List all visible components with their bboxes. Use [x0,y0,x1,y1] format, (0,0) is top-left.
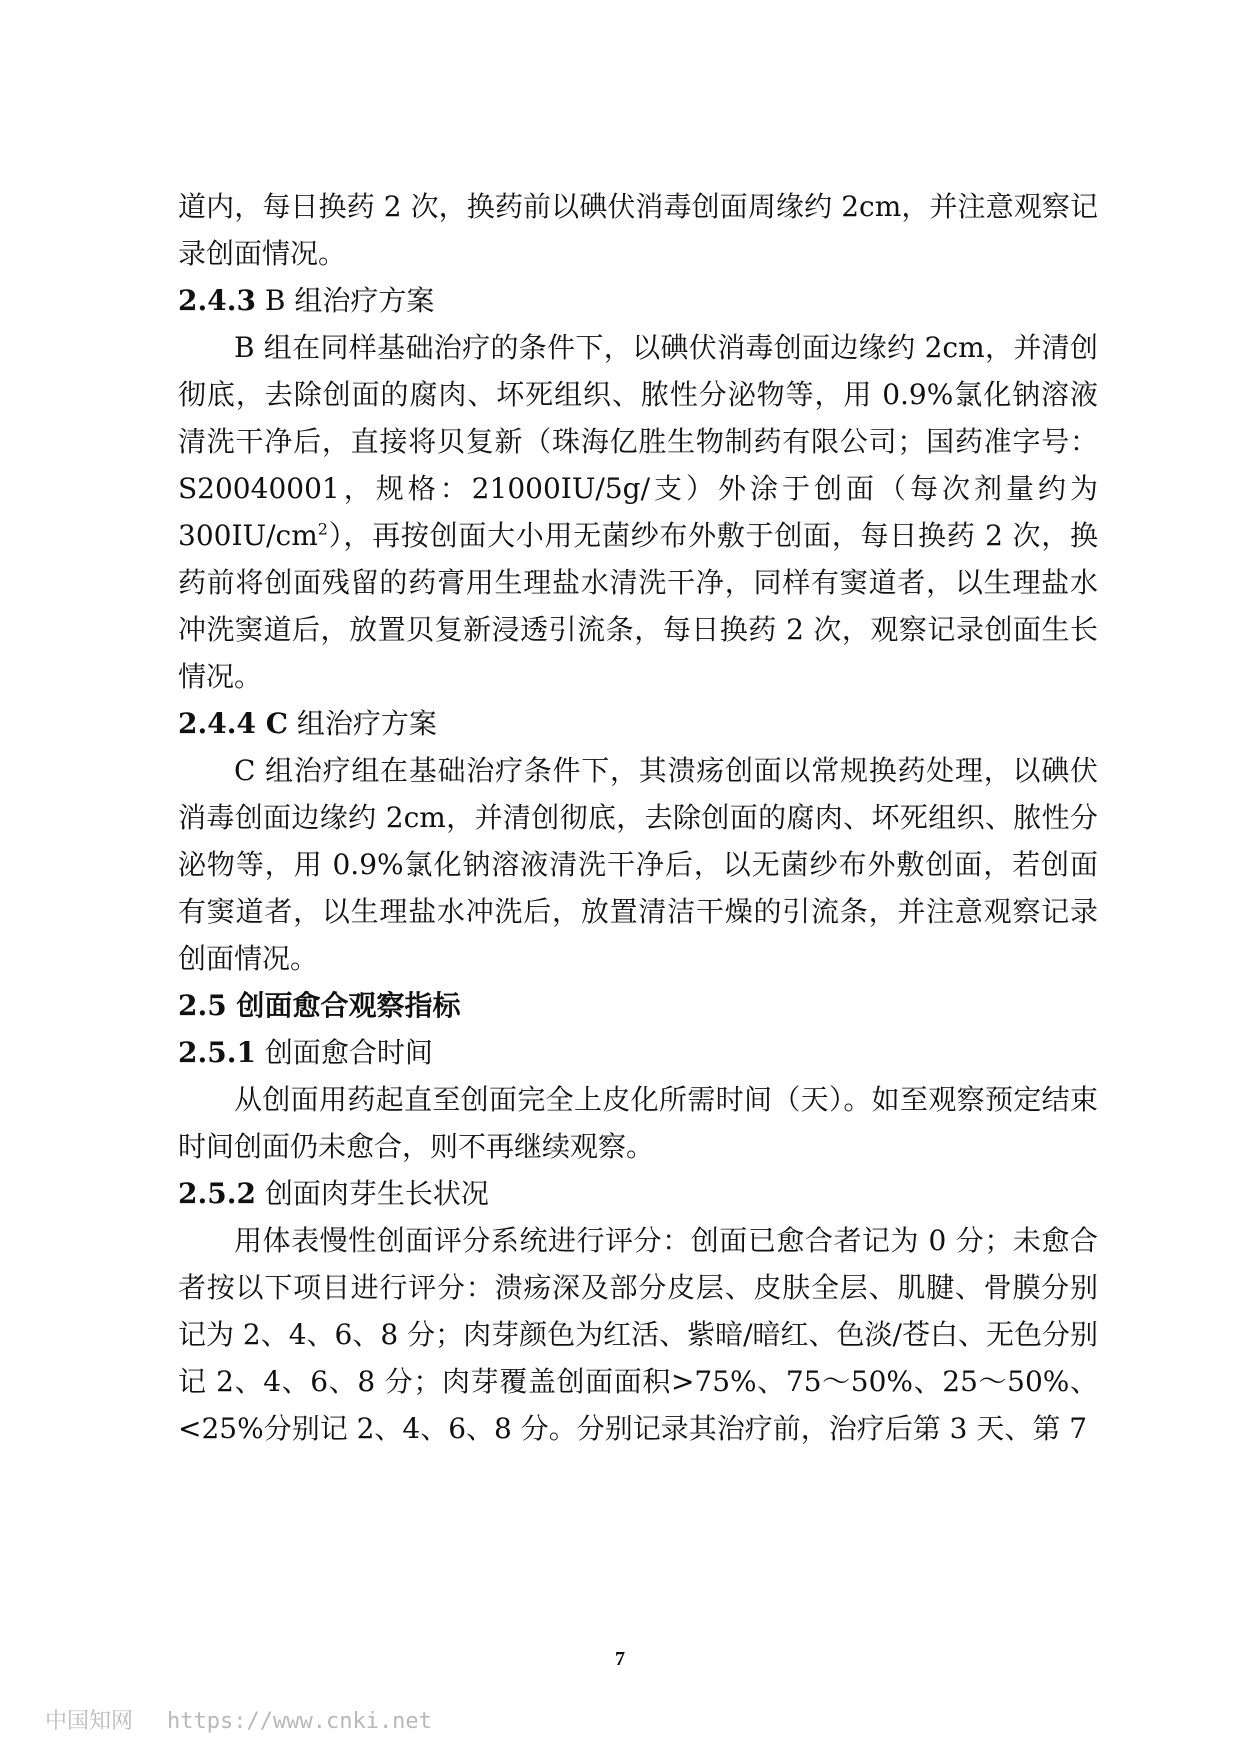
paragraph-text: B 组在同样基础治疗的条件下，以碘伏消毒创面边缘约 2cm，并清创彻底，去除创面的腐肉、坏死组织、脓性分泌物等，用 0.9%氯化钠溶液清洗干净后，直接将贝复新（珠海亿胜生物制药有限公司；国药准字号：S20040001，规格：21000IU/5g/支）外涂于创面（每次剂量约为 300IU/cm [178,331,1098,552]
section-heading-2-5-1 [178,1029,1098,1076]
section-title: B 组治疗方案 [255,284,435,317]
paragraph-group-c: C 组治疗组在基础治疗条件下，其溃疡创面以常规换药处理，以碘伏消毒创面边缘约 2cm，并清创彻底，去除创面的腐肉、坏死组织、脓性分泌物等，用 0.9%氯化钠溶液清洗干净后，以无菌纱布外敷创面，若创面有窦道者，以生理盐水冲洗后，放置清洁干燥的引流条，并注意观察记录创面情况。 [178,754,1098,975]
section-number: 2.5.2 [178,1177,256,1210]
section-heading-2-5: 2.5 创面愈合观察指标 [178,989,461,1022]
watermark [45,1704,432,1735]
section-number: 2.4.4 C [178,707,288,740]
section-heading-2-4-3 [178,277,1098,324]
section-number: 2.5.1 [178,1036,256,1069]
section-heading-2-5-2 [178,1170,1098,1217]
paragraph-text-tail: ），再按创面大小用无菌纱布外敷于创面，每日换药 2 次，换药前将创面残留的药膏用生理盐水清洗干净，同样有窦道者，以生理盐水冲洗窦道后，放置贝复新浸透引流条，每日换药 2 次，观察记录创面生长情况。 [178,519,1098,693]
page-number: 7 [615,1648,625,1670]
body-text [178,183,1098,1452]
section-title: 创面愈合时间 [255,1036,433,1069]
section-heading-2-4-4 [178,700,1098,747]
section-title: 组治疗方案 [287,707,437,740]
superscript: 2 [317,519,328,539]
watermark-url[interactable]: https://www.cnki.net [167,1709,432,1734]
paragraph-group-b [178,324,1098,700]
paragraph-scoring: 用体表慢性创面评分系统进行评分：创面已愈合者记为 0 分；未愈合者按以下项目进行评分：溃疡深及部分皮层、皮肤全层、肌腱、骨膜分别记为 2、4、6、8 分；肉芽颜色为红活、紫暗/暗红、色淡/苍白、无色分别记 2、4、6、8 分；肉芽覆盖创面面积>75%、75～50%、25～50%、<25%分别记 2、4、6、8 分。分别记录其治疗前，治疗后第 3 天、第 7 [178,1224,1098,1445]
paragraph-continuation: 道内，每日换药 2 次，换药前以碘伏消毒创面周缘约 2cm，并注意观察记录创面情况。 [178,190,1098,270]
section-number: 2.4.3 [178,284,256,317]
paragraph-healing-time: 从创面用药起直至创面完全上皮化所需时间（天）。如至观察预定结束时间创面仍未愈合，则不再继续观察。 [178,1083,1098,1163]
watermark-site: 中国知网 [45,1709,134,1734]
section-title: 创面肉芽生长状况 [255,1177,489,1210]
